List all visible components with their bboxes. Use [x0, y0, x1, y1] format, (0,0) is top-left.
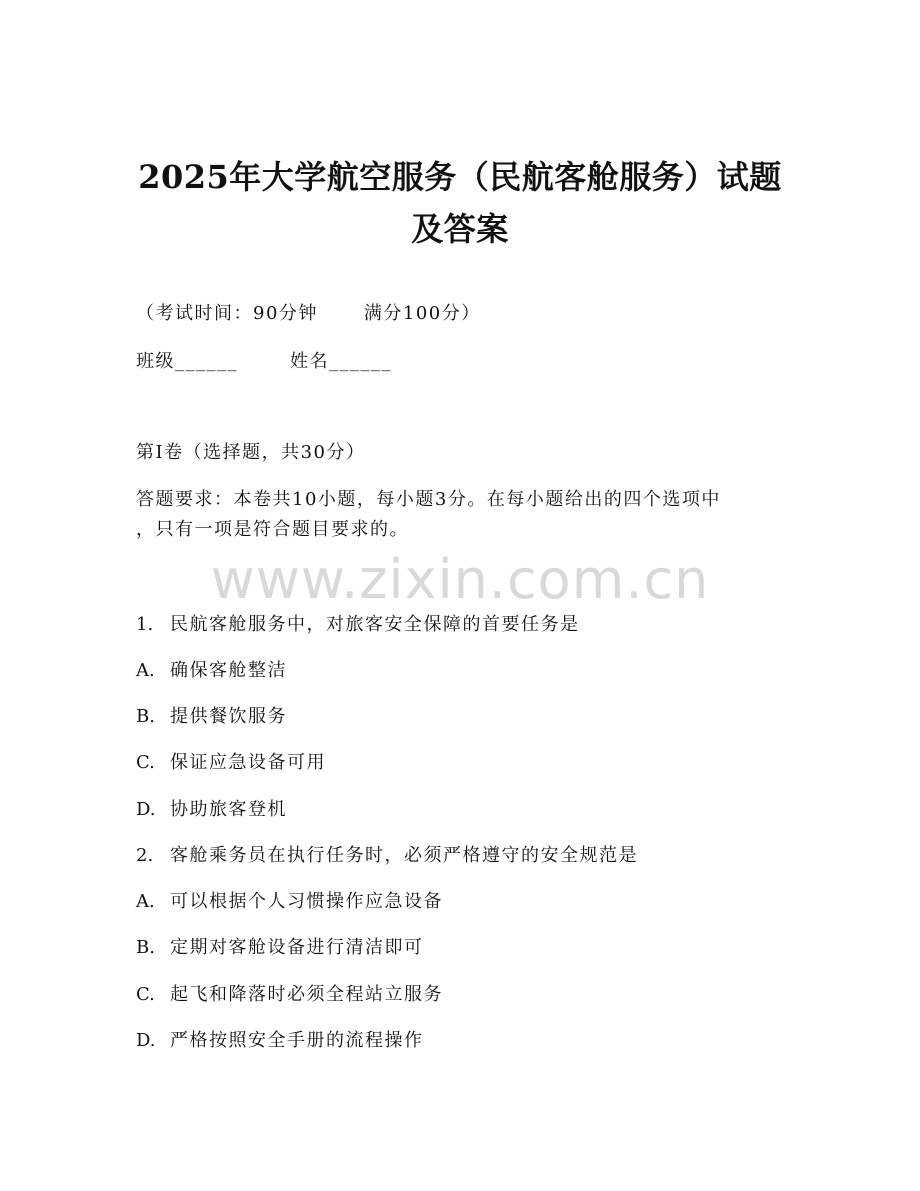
option-text: 确保客舱整洁 [170, 660, 287, 681]
option-text: 协助旅客登机 [170, 799, 287, 820]
question-2-option-a [136, 890, 443, 914]
option-text: 保证应急设备可用 [170, 752, 326, 773]
question-number: 2. [136, 845, 154, 866]
option-letter: B. [136, 937, 155, 958]
section-title: 第I卷（选择题，共30分） [136, 442, 366, 463]
option-letter: D. [136, 799, 156, 820]
option-text: 起飞和降落时必须全程站立服务 [170, 984, 443, 1005]
option-letter: D. [136, 1030, 156, 1051]
page-title-line-1: 2025年大学航空服务（民航客舱服务）试题 [138, 158, 782, 196]
question-2 [136, 844, 638, 868]
site-watermark: www.zixin.com.cn [210, 548, 710, 611]
instructions-line-1: 答题要求：本卷共10小题，每小题3分。在每小题给出的四个选项中 [136, 489, 721, 510]
option-text: 可以根据个人习惯操作应急设备 [170, 891, 443, 912]
option-letter: B. [136, 706, 155, 727]
option-letter: C. [136, 984, 155, 1005]
question-text: 民航客舱服务中，对旅客安全保障的首要任务是 [170, 614, 580, 635]
question-text: 客舱乘务员在执行任务时，必须严格遵守的安全规范是 [170, 845, 638, 866]
option-text: 提供餐饮服务 [170, 706, 287, 727]
question-1-option-b [136, 705, 287, 729]
option-letter: A. [136, 891, 155, 912]
question-1-option-a [136, 659, 287, 683]
student-info-line [136, 350, 392, 374]
exam-meta-line [136, 302, 481, 326]
question-1 [136, 613, 580, 637]
full-score: 满分100分） [363, 303, 481, 324]
page-title-line-2: 及答案 [411, 210, 509, 248]
option-letter: A. [136, 660, 155, 681]
option-letter: C. [136, 752, 155, 773]
question-1-option-d [136, 798, 287, 822]
question-2-option-d [136, 1029, 424, 1053]
question-1-option-c [136, 751, 326, 775]
class-field-label: 班级______ [136, 351, 238, 372]
question-2-option-c [136, 983, 443, 1007]
option-text: 严格按照安全手册的流程操作 [170, 1030, 424, 1051]
exam-time: （考试时间：90分钟 [136, 303, 318, 324]
question-2-option-b [136, 936, 424, 960]
question-number: 1. [136, 614, 154, 635]
instructions-line-2: ，只有一项是符合题目要求的。 [136, 519, 409, 540]
name-field-label: 姓名______ [290, 351, 392, 372]
option-text: 定期对客舱设备进行清洁即可 [170, 937, 424, 958]
